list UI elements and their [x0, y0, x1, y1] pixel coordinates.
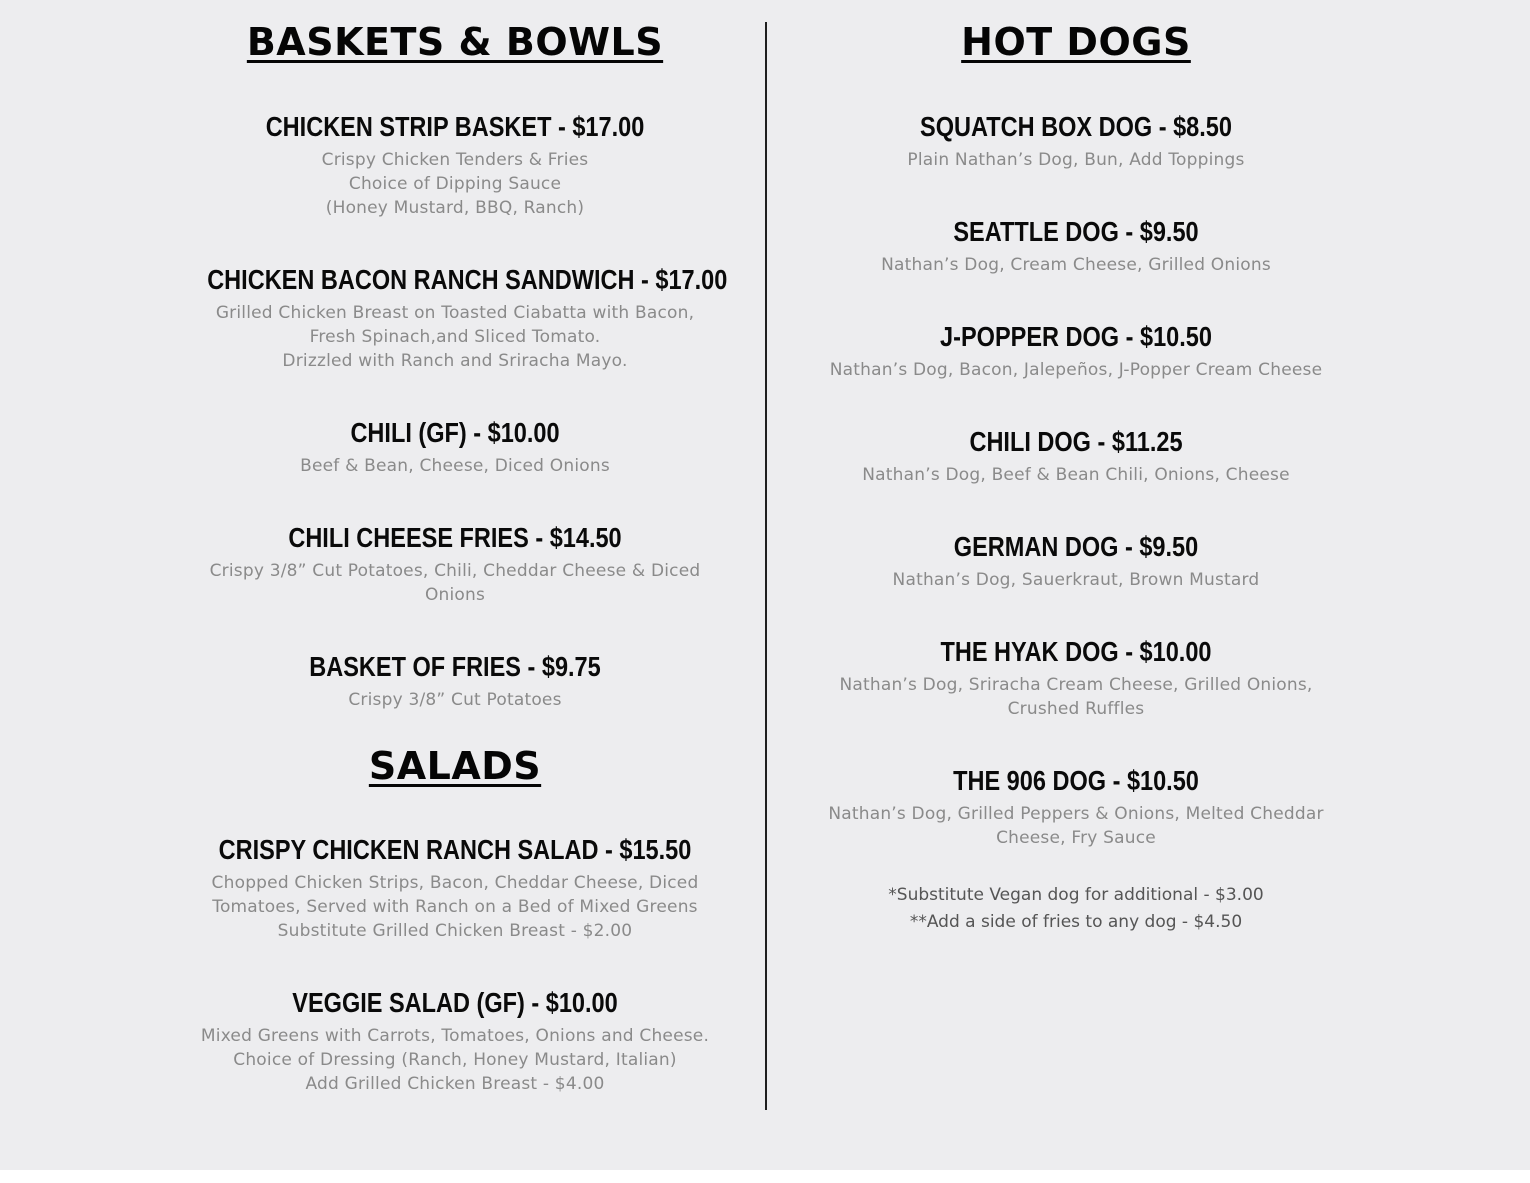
item-description-line: Crispy 3/8” Cut Potatoes	[348, 690, 562, 710]
item-description	[160, 1024, 750, 1096]
item-description	[160, 148, 750, 220]
item-description-line: (Honey Mustard, BBQ, Ranch)	[325, 198, 585, 218]
menu-item-the-hyak-dog	[781, 635, 1371, 721]
section-title-baskets: BASKETS & BOWLS	[246, 20, 664, 64]
item-name: CHILI CHEESE FRIES - $14.50	[288, 522, 622, 553]
column-divider	[765, 22, 767, 1110]
menu-item-chicken-bacon-ranch-sandwich	[160, 263, 750, 373]
item-description-line: Choice of Dressing (Ranch, Honey Mustard, Italian)	[233, 1050, 677, 1070]
item-description-line: Crispy Chicken Tenders & Fries	[321, 150, 589, 170]
item-description-line: Crushed Ruffles	[1007, 699, 1145, 719]
item-name: THE HYAK DOG - $10.00	[940, 636, 1212, 667]
item-description	[781, 253, 1371, 277]
section-title-hot-dogs: HOT DOGS	[961, 20, 1191, 64]
item-name: CHILI (GF) - $10.00	[350, 417, 560, 448]
hot-dog-notes	[781, 882, 1371, 936]
item-name: J-POPPER DOG - $10.50	[940, 321, 1212, 352]
item-name: SQUATCH BOX DOG - $8.50	[920, 111, 1232, 142]
note-vegan-substitute: *Substitute Vegan dog for additional - $3.00	[888, 885, 1264, 905]
menu-item-chili	[160, 416, 750, 478]
item-description	[160, 301, 750, 373]
menu-item-veggie-salad	[160, 986, 750, 1096]
item-description-line: Mixed Greens with Carrots, Tomatoes, Onions and Cheese.	[200, 1026, 710, 1046]
menu-item-seattle-dog	[781, 215, 1371, 277]
item-description-line: Chopped Chicken Strips, Bacon, Cheddar Cheese, Diced	[211, 873, 699, 893]
note-side-of-fries: **Add a side of fries to any dog - $4.50	[909, 912, 1243, 932]
item-description	[160, 454, 750, 478]
menu-item-german-dog	[781, 530, 1371, 592]
item-description-line: Plain Nathan’s Dog, Bun, Add Toppings	[907, 150, 1245, 170]
item-description-line: Nathan’s Dog, Grilled Peppers & Onions, Melted Cheddar	[828, 804, 1324, 824]
menu-item-chili-cheese-fries	[160, 521, 750, 607]
item-name: THE 906 DOG - $10.50	[953, 765, 1199, 796]
item-description-line: Nathan’s Dog, Sauerkraut, Brown Mustard	[892, 570, 1260, 590]
item-description	[781, 568, 1371, 592]
item-description	[160, 688, 750, 712]
item-description-line: Tomatoes, Served with Ranch on a Bed of Mixed Greens	[212, 897, 698, 917]
item-description	[160, 871, 750, 943]
menu-item-basket-of-fries	[160, 650, 750, 712]
menu-item-j-popper-dog	[781, 320, 1371, 382]
item-description-line: Beef & Bean, Cheese, Diced Onions	[300, 456, 610, 476]
menu-item-chicken-strip-basket	[160, 110, 750, 220]
menu-item-the-906-dog	[781, 764, 1371, 850]
item-name: GERMAN DOG - $9.50	[953, 531, 1199, 562]
item-description-line: Add Grilled Chicken Breast - $4.00	[305, 1074, 605, 1094]
item-description-line: Cheese, Fry Sauce	[996, 828, 1156, 848]
menu-item-chili-dog	[781, 425, 1371, 487]
item-description-line: Choice of Dipping Sauce	[348, 174, 562, 194]
item-description-line: Nathan’s Dog, Beef & Bean Chili, Onions, Cheese	[862, 465, 1290, 485]
item-description-line: Nathan’s Dog, Sriracha Cream Cheese, Grilled Onions,	[839, 675, 1313, 695]
item-description	[781, 673, 1371, 721]
item-description	[781, 463, 1371, 487]
item-description-line: Nathan’s Dog, Cream Cheese, Grilled Onions	[881, 255, 1271, 275]
item-name: VEGGIE SALAD (GF) - $10.00	[292, 987, 618, 1018]
item-description-line: Drizzled with Ranch and Sriracha Mayo.	[282, 351, 628, 371]
menu-item-crispy-chicken-ranch-salad	[160, 833, 750, 943]
right-column	[781, 0, 1371, 1170]
left-column	[160, 0, 750, 1170]
menu-item-squatch-box-dog	[781, 110, 1371, 172]
item-description-line: Grilled Chicken Breast on Toasted Ciabatta with Bacon,	[215, 303, 695, 323]
item-name: CHICKEN BACON RANCH SANDWICH - $17.00	[207, 264, 728, 295]
item-name: SEATTLE DOG - $9.50	[953, 216, 1199, 247]
item-description	[781, 802, 1371, 850]
item-name: CHILI DOG - $11.25	[969, 426, 1183, 457]
item-description-line: Substitute Grilled Chicken Breast - $2.00	[277, 921, 633, 941]
item-description-line: Fresh Spinach,and Sliced Tomato.	[309, 327, 601, 347]
item-name: BASKET OF FRIES - $9.75	[309, 651, 601, 682]
item-description-line: Crispy 3/8” Cut Potatoes, Chili, Cheddar Cheese & Diced	[209, 561, 701, 581]
item-description	[781, 358, 1371, 382]
item-name: CHICKEN STRIP BASKET - $17.00	[265, 111, 645, 142]
item-name: CRISPY CHICKEN RANCH SALAD - $15.50	[218, 834, 692, 865]
item-description	[160, 559, 750, 607]
item-description-line: Onions	[424, 585, 486, 605]
section-title-salads: SALADS	[368, 744, 542, 788]
item-description-line: Nathan’s Dog, Bacon, Jalepeños, J-Popper Cream Cheese	[829, 360, 1323, 380]
item-description	[781, 148, 1371, 172]
